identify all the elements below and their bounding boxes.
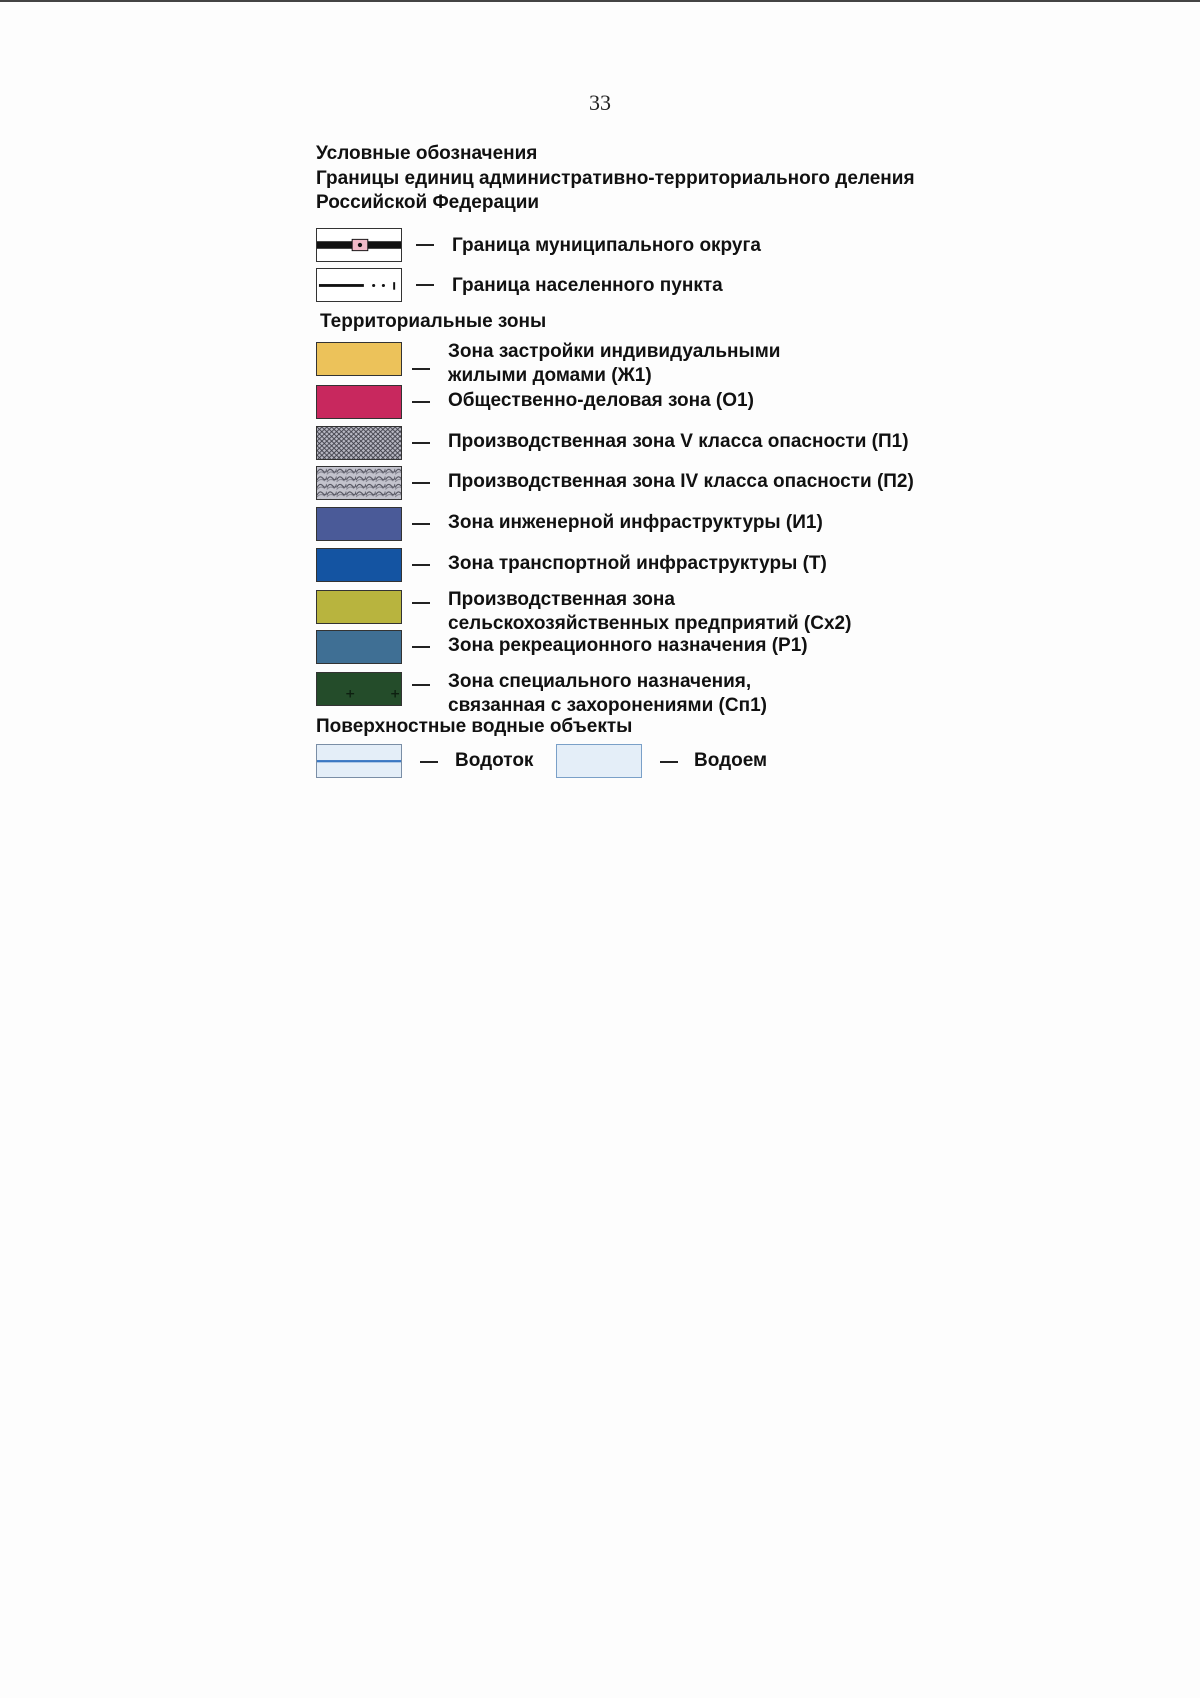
dash-separator bbox=[412, 482, 430, 484]
zone-i1-swatch bbox=[316, 507, 402, 541]
dash-separator bbox=[412, 602, 430, 604]
legend-item-label: Зона специального назначения, связанная с захоронениями (Сп1) bbox=[448, 671, 767, 716]
dash-separator bbox=[420, 761, 438, 763]
dash-separator bbox=[660, 761, 678, 763]
legend-item-p2 bbox=[316, 466, 996, 502]
legend-item-p1 bbox=[316, 426, 996, 462]
legend-item-label: Производственная зона V класса опасности (П1) bbox=[448, 431, 909, 452]
page-number: 33 bbox=[589, 90, 611, 115]
dash-separator bbox=[416, 244, 434, 246]
water-section-title: Поверхностные водные объекты bbox=[316, 716, 633, 737]
dash-separator bbox=[416, 284, 434, 286]
legend-item-t bbox=[316, 548, 996, 584]
zone-p2-braid-swatch bbox=[316, 466, 402, 500]
reservoir-label: Водоем bbox=[694, 750, 768, 771]
dash-separator bbox=[412, 564, 430, 566]
legend-item-label: Зона инженерной инфраструктуры (И1) bbox=[448, 512, 823, 533]
watercourse-swatch bbox=[316, 744, 402, 778]
admin-section-title-line2: Российской Федерации bbox=[316, 192, 540, 213]
municipal-boundary-line-icon bbox=[316, 228, 402, 262]
zone-r1-swatch bbox=[316, 630, 402, 664]
legend-item-label: Зона рекреационного назначения (Р1) bbox=[448, 635, 808, 656]
admin-section-title-line1: Границы единиц административно-территориального деления bbox=[316, 168, 915, 189]
dash-separator bbox=[412, 368, 430, 370]
legend-item-i1 bbox=[316, 507, 996, 543]
reservoir-swatch bbox=[556, 744, 642, 778]
legend-item-label: Зона застройки индивидуальными жилыми домами (Ж1) bbox=[448, 341, 781, 386]
dash-separator bbox=[412, 684, 430, 686]
legend-item-label: Граница муниципального округа bbox=[452, 235, 761, 256]
legend-item-settlement-boundary bbox=[316, 268, 996, 304]
dash-separator bbox=[412, 523, 430, 525]
zone-t-swatch bbox=[316, 548, 402, 582]
legend-item-o1 bbox=[316, 385, 996, 421]
legend-item-label: Производственная зона IV класса опасности (П2) bbox=[448, 471, 914, 492]
dash-separator bbox=[412, 442, 430, 444]
legend-item-r1 bbox=[316, 630, 996, 666]
zone-zh1-swatch bbox=[316, 342, 402, 376]
zone-p1-crosshatch-swatch bbox=[316, 426, 402, 460]
legend-title: Условные обозначения bbox=[316, 143, 538, 164]
zone-sx2-swatch bbox=[316, 590, 402, 624]
top-border-rule bbox=[0, 0, 1200, 2]
legend-item-municipal-boundary bbox=[316, 228, 996, 264]
legend-item-water bbox=[316, 744, 996, 780]
zone-o1-swatch bbox=[316, 385, 402, 419]
legend-item-label: Зона транспортной инфраструктуры (Т) bbox=[448, 553, 827, 574]
legend-item-zh1 bbox=[316, 341, 996, 386]
dash-separator bbox=[412, 401, 430, 403]
legend-item-label: Общественно-деловая зона (О1) bbox=[448, 390, 754, 411]
legend-item-label: Производственная зона сельскохозяйственных предприятий (Сх2) bbox=[448, 589, 852, 634]
legend-item-sx2 bbox=[316, 589, 996, 634]
settlement-boundary-line-icon bbox=[316, 268, 402, 302]
watercourse-label: Водоток bbox=[455, 750, 534, 771]
zones-section-title: Территориальные зоны bbox=[320, 311, 547, 332]
legend-item-label: Граница населенного пункта bbox=[452, 275, 723, 296]
legend-item-sp1 bbox=[316, 671, 996, 716]
dash-separator bbox=[412, 646, 430, 648]
zone-sp1-crosses-swatch bbox=[316, 672, 402, 706]
